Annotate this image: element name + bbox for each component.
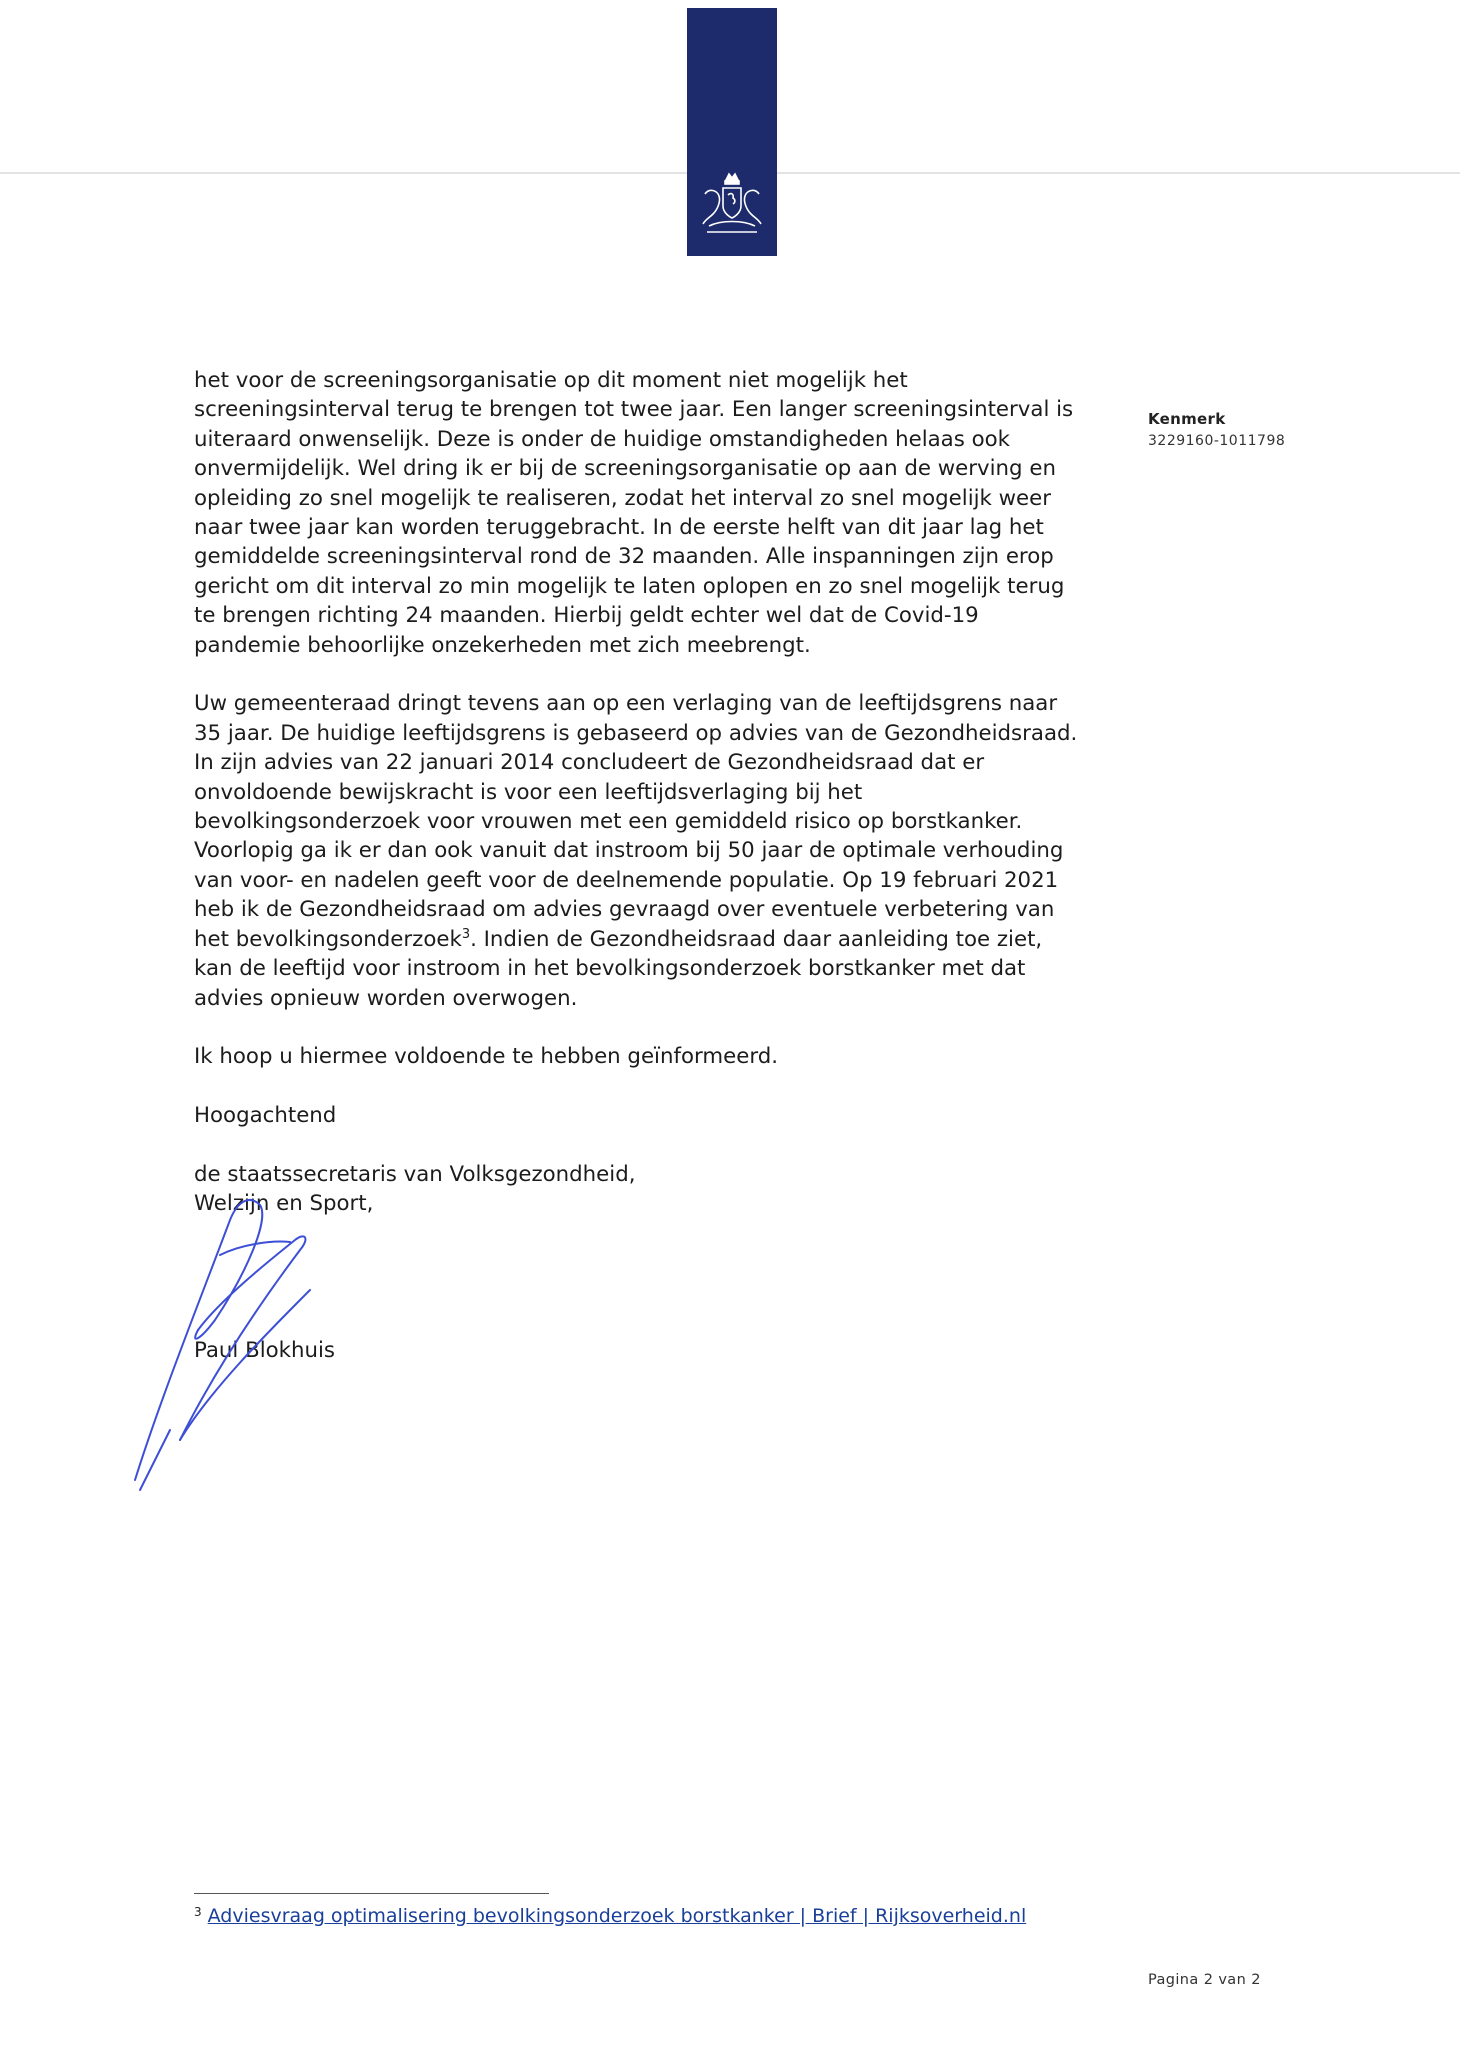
government-logo-bar: [687, 8, 777, 256]
footnote-divider: [194, 1893, 549, 1894]
signatory-name: Paul Blokhuis: [194, 1338, 336, 1364]
body-line: heb ik de Gezondheidsraad om advies gevraagd over eventuele verbetering van: [194, 897, 1055, 923]
salutation: Hoogachtend: [194, 1103, 337, 1129]
body-line: onvoldoende bewijskracht is voor een leeftijdsverlaging bij het: [194, 779, 863, 805]
body-line: bevolkingsonderzoek voor vrouwen met een gemiddeld risico op borstkanker.: [194, 809, 1023, 835]
reference-label: Kenmerk: [1148, 410, 1226, 428]
body-line: In zijn advies van 22 januari 2014 concludeert de Gezondheidsraad dat er: [194, 750, 985, 776]
body-line: van voor- en nadelen geeft voor de deelnemende populatie. Op 19 februari 2021: [194, 867, 1059, 893]
body-line: te brengen richting 24 maanden. Hierbij geldt echter wel dat de Covid-19: [194, 603, 979, 629]
body-line: Uw gemeenteraad dringt tevens aan op een verlaging van de leeftijdsgrens naar: [194, 691, 1058, 717]
handwritten-signature: [120, 1180, 380, 1510]
body-line: screeningsinterval terug te brengen tot twee jaar. Een langer screeningsinterval is: [194, 397, 1074, 423]
signatory-title: Welzijn en Sport,: [194, 1191, 374, 1217]
footnote-link[interactable]: Adviesvraag optimalisering bevolkingsonderzoek borstkanker | Brief | Rijksoverheid.nl: [207, 1905, 1027, 1927]
page-number: Pagina 2 van 2: [1148, 1972, 1261, 1988]
footnote: [194, 1905, 1026, 1927]
body-line-with-footnote: [194, 925, 1134, 954]
reference-value: 3229160-1011798: [1148, 433, 1286, 449]
closing-sentence: Ik hoop u hiermee voldoende te hebben geïnformeerd.: [194, 1044, 779, 1070]
body-line: 35 jaar. De huidige leeftijdsgrens is gebaseerd op advies van de Gezondheidsraad.: [194, 720, 1078, 746]
body-line: onvermijdelijk. Wel dring ik er bij de screeningsorganisatie op aan de werving en: [194, 456, 1056, 482]
coat-of-arms-icon: [687, 168, 777, 248]
body-line: pandemie behoorlijke onzekerheden met zich meebrengt.: [194, 632, 811, 658]
signatory-title: de staatssecretaris van Volksgezondheid,: [194, 1161, 636, 1187]
body-line: opleiding zo snel mogelijk te realiseren, zodat het interval zo snel mogelijk weer: [194, 485, 1052, 511]
footnote-number: 3: [194, 1905, 202, 1919]
body-line: kan de leeftijd voor instroom in het bevolkingsonderzoek borstkanker met dat: [194, 956, 1026, 982]
body-text: . Indien de Gezondheidsraad daar aanleiding toe ziet,: [470, 926, 1043, 952]
body-line: naar twee jaar kan worden teruggebracht. In de eerste helft van dit jaar lag het: [194, 515, 1044, 541]
body-line: uiteraard onwenselijk. Deze is onder de huidige omstandigheden helaas ook: [194, 426, 1010, 452]
body-line: Voorlopig ga ik er dan ook vanuit dat instroom bij 50 jaar de optimale verhouding: [194, 838, 1064, 864]
reference-block: [1148, 410, 1285, 449]
body-line: het voor de screeningsorganisatie op dit moment niet mogelijk het: [194, 368, 908, 393]
body-line: gemiddelde screeningsinterval rond de 32 maanden. Alle inspanningen zijn erop: [194, 544, 1054, 570]
body-line: advies opnieuw worden overwogen.: [194, 985, 578, 1011]
footnote-marker: 3: [461, 926, 471, 942]
body-text: het bevolkingsonderzoek: [194, 926, 462, 952]
body-line: gericht om dit interval zo min mogelijk te laten oplopen en zo snel mogelijk terug: [194, 573, 1065, 599]
